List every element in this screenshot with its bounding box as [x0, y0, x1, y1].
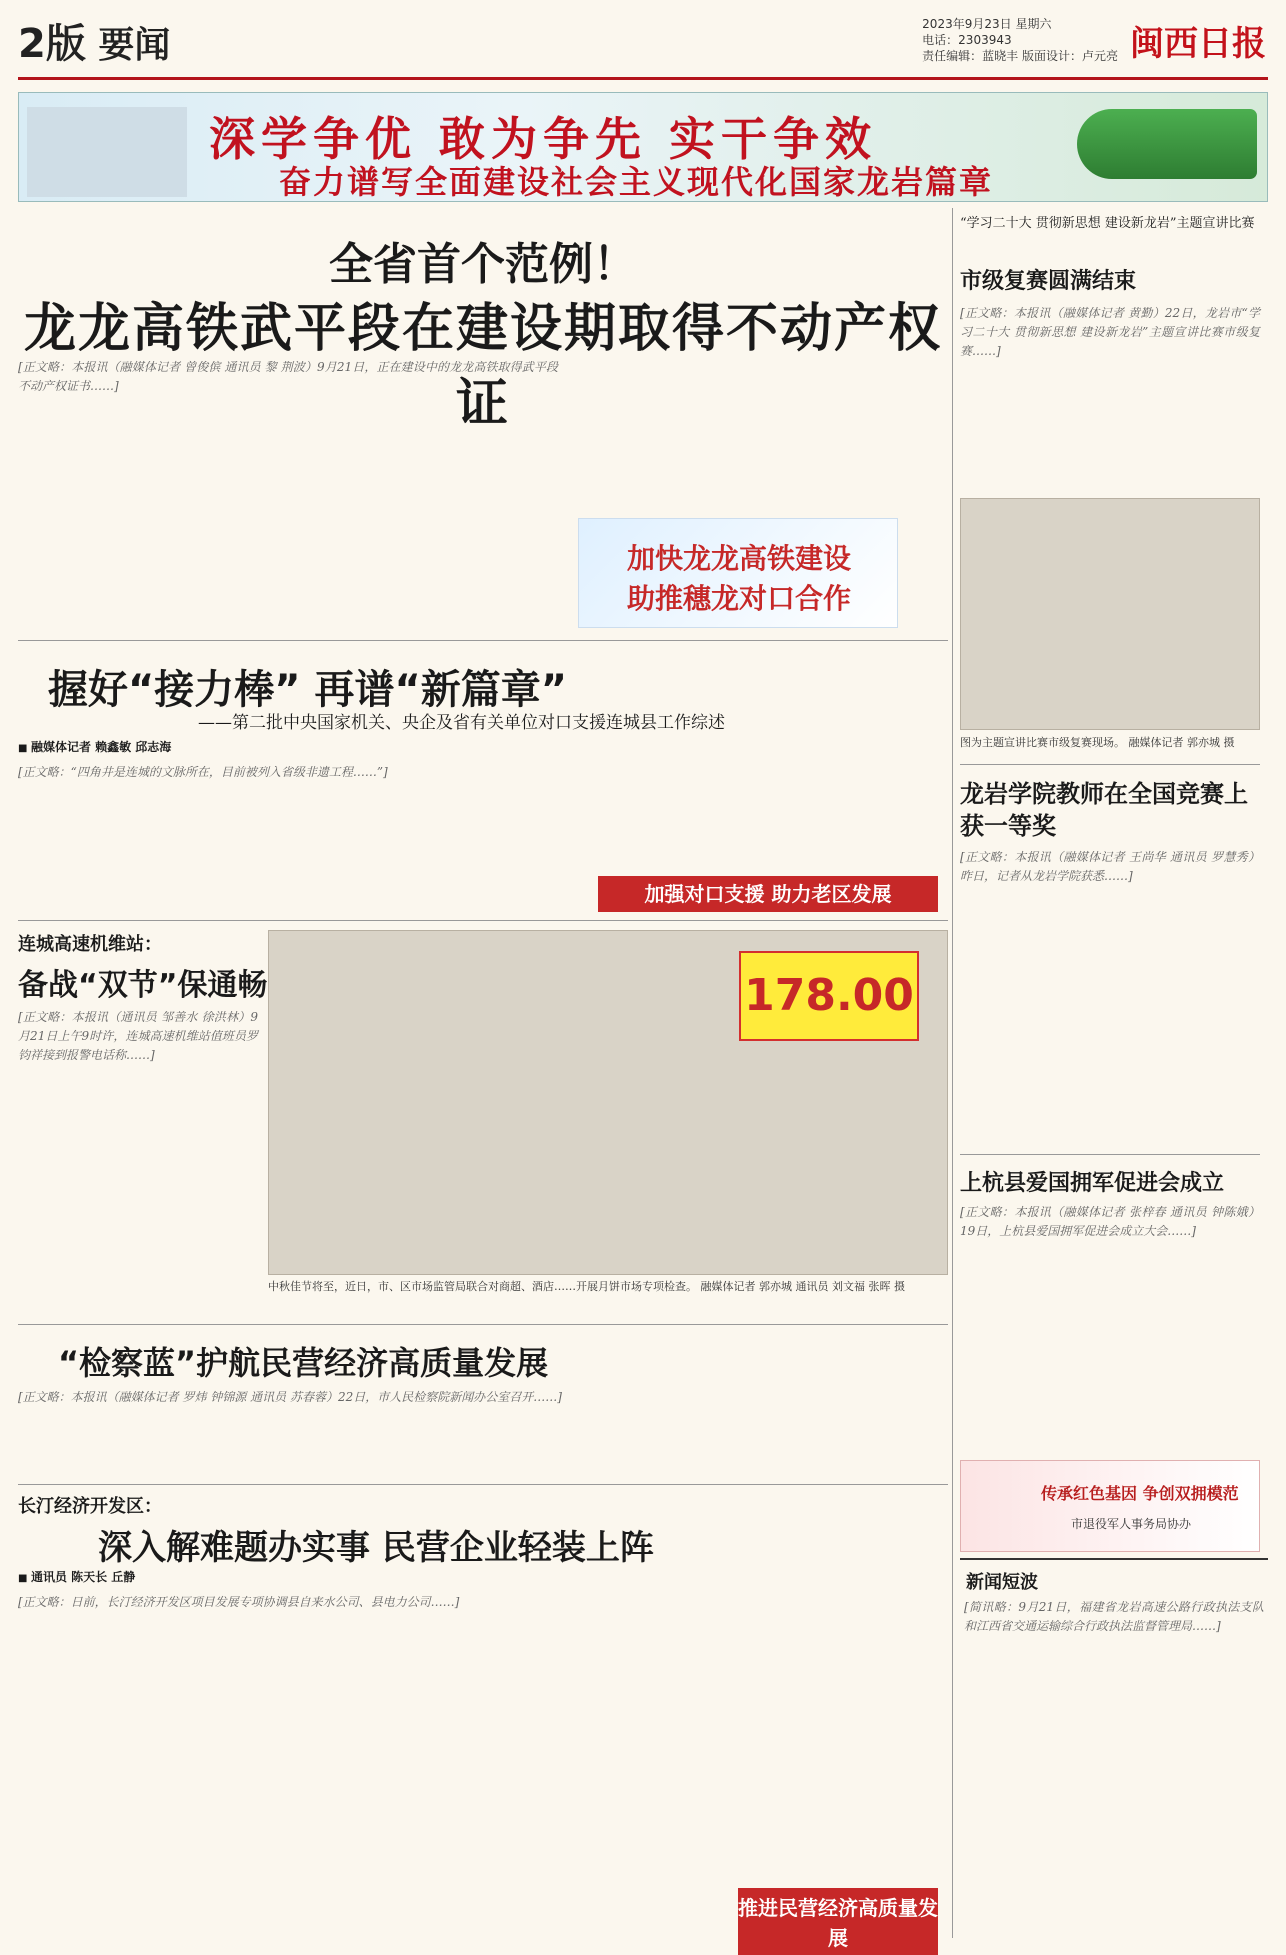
speech-contest-photo: [960, 498, 1260, 730]
side-s3-body: [正文略：本报讯（融媒体记者 张梓春 通讯员 钟陈娥）19日，上杭县爱国拥军促进会成立大会……]: [960, 1205, 1260, 1238]
news-brief-title: 新闻短波: [966, 1572, 1038, 1593]
side-s3-title: 上杭县爱国拥军促进会成立: [960, 1171, 1225, 1196]
issue-meta: [922, 16, 1118, 64]
highway-body: [正文略：本报讯（通讯员 邹善水 徐洪林）9月21日上午9时许，连城高速机维站值班员罗钧祥接到报警电话称……]: [18, 1010, 258, 1062]
lead-kicker: 全省首个范例！: [329, 239, 637, 290]
issue-date: 2023年9月23日: [922, 17, 1012, 31]
train-image: [1077, 109, 1257, 179]
lead-title: 龙龙高铁武平段在建设期取得不动产权证: [23, 299, 942, 434]
column-divider: [952, 208, 953, 1938]
changting-title: 深入解难题办实事 民营企业轻装上阵: [98, 1528, 654, 1568]
mooncake-photo: [268, 930, 948, 1275]
changting-byline: ■ 通讯员 陈天长 丘静: [18, 1568, 135, 1585]
highway-title: 备战“双节”保通畅: [18, 968, 268, 1003]
slogan-line1: 加快龙龙高铁建设: [626, 542, 851, 575]
masthead: [18, 10, 1268, 80]
changting-kicker: 长汀经济开发区：: [18, 1496, 162, 1517]
issue-phone: 电话：2303943: [922, 33, 1012, 47]
divider: [960, 764, 1260, 765]
side-s2-title: 龙岩学院教师在全国竞赛上获一等奖: [960, 780, 1248, 840]
side-topic: “学习二十大 贯彻新思想 建设新龙岩”主题宣讲比赛: [960, 216, 1255, 231]
edition-label: 2版 要闻: [18, 21, 171, 67]
issue-editors: 责任编辑：蓝晓丰 版面设计：卢元亮: [922, 49, 1118, 63]
ad-line2: 市退役军人事务局协办: [1071, 1517, 1192, 1531]
feature-subtitle: ——第二批中央国家机关、央企及省有关单位对口支援连城县工作综述: [198, 713, 725, 733]
issue-weekday: 星期六: [1015, 17, 1052, 31]
top-banner: [18, 92, 1268, 202]
changting-body: [正文略：日前，长汀经济开发区项目发展专项协调县自来水公司、县电力公司……]: [18, 1595, 460, 1609]
feature-body: [正文略：“四角井是连城的文脉所在，目前被列入省级非遗工程……”]: [18, 765, 388, 779]
price-sign: 178.00: [739, 951, 919, 1041]
ad-line1: 传承红色基因 争创双拥模范: [1041, 1484, 1239, 1503]
slogan-line2: 助推穗龙对口合作: [626, 582, 851, 615]
newspaper-logo: 闽西日报: [1130, 23, 1266, 64]
building-image: [27, 107, 187, 197]
divider: [18, 640, 948, 641]
lead-body: [正文略：本报讯（融媒体记者 曾俊傧 通讯员 黎 荆波）9月21日，正在建设中的龙龙高铁取得武平段不动产权证书……]: [18, 360, 558, 393]
feature-tag: 加强对口支援 助力老区发展: [598, 876, 938, 912]
feature-title: 握好“接力棒” 再谱“新篇章”: [48, 667, 568, 713]
news-brief-box: [960, 1558, 1268, 1928]
banner-line2: 奋力谱写全面建设社会主义现代化国家龙岩篇章: [279, 163, 994, 201]
side-s2-body: [正文略：本报讯（融媒体记者 王尚华 通讯员 罗慧秀）昨日，记者从龙岩学院获悉……]: [960, 850, 1260, 883]
side-s1-title: 市级复赛圆满结束: [960, 269, 1137, 294]
side-s1-body: [正文略：本报讯（融媒体记者 黄勤）22日，龙岩市“学习二十大 贯彻新思想 建设新龙岩”主题宣讲比赛市级复赛……]: [960, 306, 1260, 358]
section-name: 要闻: [98, 25, 171, 66]
divider: [960, 1154, 1260, 1155]
news-brief-body: [简讯略：9月21日，福建省龙岩高速公路行政执法支队和江西省交通运输综合行政执法监督管理局……]: [964, 1600, 1264, 1633]
side-s1-caption: 图为主题宣讲比赛市级复赛现场。 融媒体记者 郭亦城 摄: [960, 736, 1235, 749]
photo-caption: 中秋佳节将至，近日，市、区市场监管局联合对商超、酒店……开展月饼市场专项检查。 融媒体记者 郭亦城 通讯员 刘文福 张晖 摄: [268, 1280, 905, 1293]
procuratorate-title: “检察蓝”护航民营经济高质量发展: [58, 1344, 549, 1382]
highway-kicker: 连城高速机维站：: [18, 934, 162, 955]
divider: [18, 920, 948, 921]
ad-box: [960, 1460, 1260, 1552]
feature-byline: ■ 融媒体记者 赖鑫敏 邱志海: [18, 738, 171, 755]
divider: [18, 1324, 948, 1325]
changting-tag: 推进民营经济高质量发展: [738, 1888, 938, 1955]
lead-slogan-box: [578, 518, 898, 628]
procuratorate-body: [正文略：本报讯（融媒体记者 罗炜 钟锦源 通讯员 苏春蓉）22日，市人民检察院新闻办公室召开……]: [18, 1390, 562, 1404]
divider: [18, 1484, 948, 1485]
banner-line1: 深学争优 敢为争先 实干争效: [209, 112, 878, 166]
